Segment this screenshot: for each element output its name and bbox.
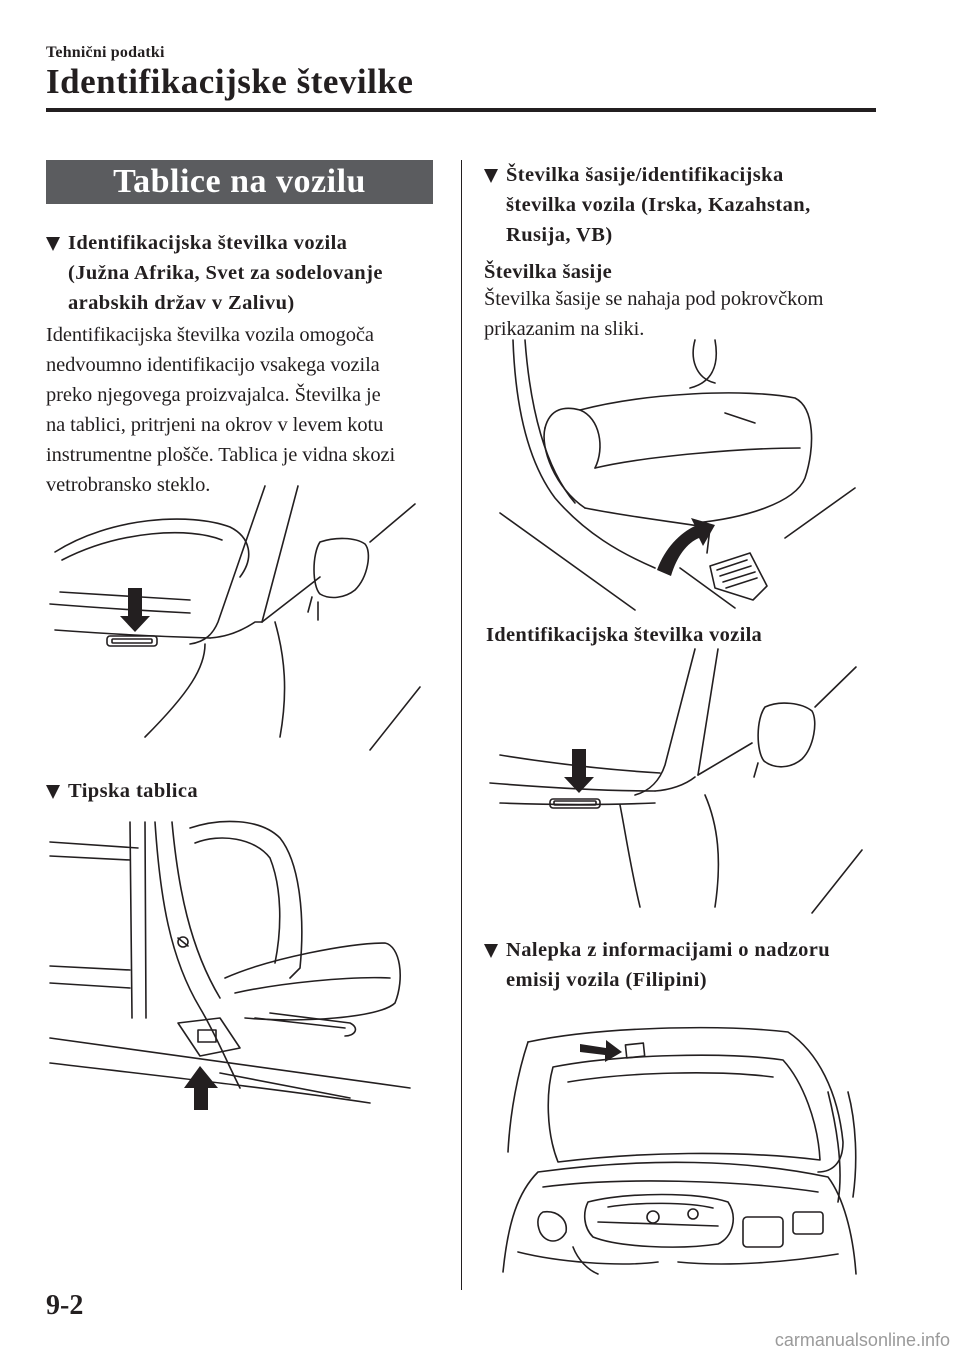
triangle-bullet-icon	[46, 785, 60, 799]
chassis-heading	[484, 160, 884, 250]
emission-label-illustration	[498, 1022, 868, 1284]
type-plate-heading	[46, 776, 446, 806]
vin-body-text: Identifikacijska številka vozila omogoča nedvoumno identifikacijo vsakega vozila preko njegovega proizvajalca. Številka je na tablici, pritrjeni na okrov v levem kotu instrumentne plošče. Tablica je vidna skozi vetrobransko steklo.	[46, 324, 396, 496]
title-rule	[46, 108, 876, 112]
type-plate-heading-text: Tipska tablica	[68, 780, 198, 802]
chapter-label: Tehnični podatki	[46, 44, 165, 61]
column-divider	[461, 160, 462, 1290]
vin-heading	[46, 228, 446, 318]
chassis-heading-text: Številka šasije/identifikacijska številka vozila (Irska, Kazahstan, Rusija, VB)	[506, 164, 811, 246]
chassis-body-text: Številka šasije se nahaja pod pokrovčkom prikazanim na sliki.	[484, 288, 824, 340]
triangle-bullet-icon	[484, 169, 498, 183]
page-number: 9-2	[46, 1290, 84, 1321]
chassis-number-illustration	[495, 338, 865, 608]
triangle-bullet-icon	[46, 237, 60, 251]
watermark: carmanualsonline.info	[774, 1330, 950, 1350]
windshield-vin-illustration	[50, 482, 450, 760]
vin-heading-text: Identifikacijska številka vozila (Južna Afrika, Svet za sodelovanje arabskih držav v Zalivu)	[68, 232, 383, 314]
vin-caption: Identifikacijska številka vozila	[486, 624, 763, 646]
type-plate-illustration	[50, 818, 440, 1108]
triangle-bullet-icon	[484, 944, 498, 958]
chassis-subheading: Številka šasije	[484, 261, 613, 283]
windshield-vin-illustration-2	[490, 645, 870, 915]
section-banner: Tablice na vozilu	[46, 160, 433, 204]
page-title: Identifikacijske številke	[46, 62, 414, 101]
emission-heading-text: Nalepka z informacijami o nadzoru emisij vozila (Filipini)	[506, 939, 831, 991]
emission-heading	[484, 935, 884, 995]
